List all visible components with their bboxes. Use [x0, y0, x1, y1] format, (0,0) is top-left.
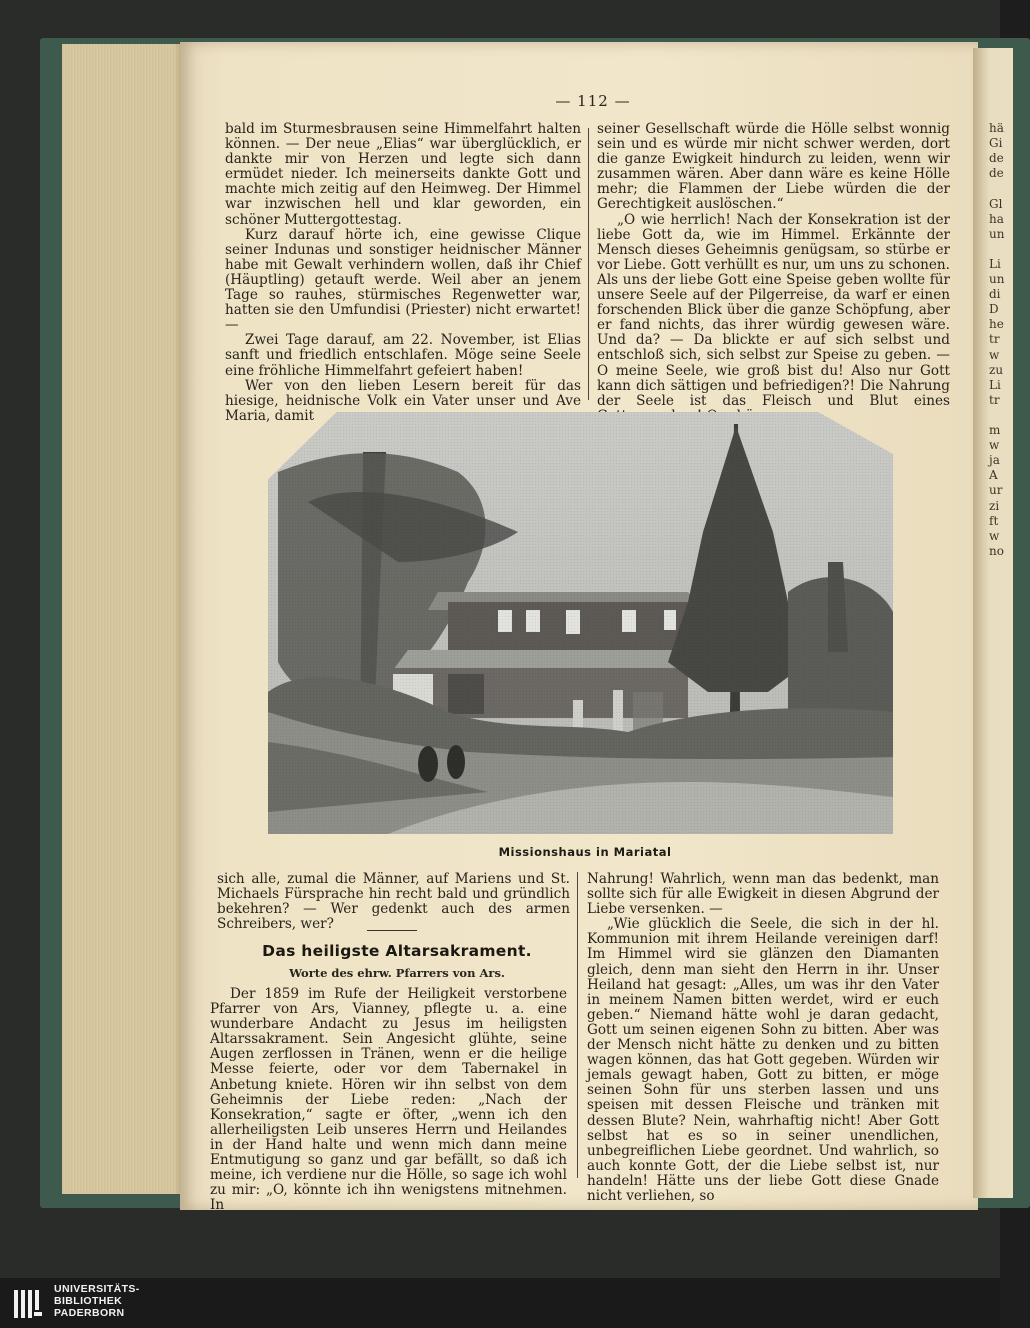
article-subtitle: Worte des ehrw. Pfarrers von Ars.: [289, 966, 505, 980]
paragraph: sich alle, zumal die Männer, auf Mariens und St. Michaels Fürsprache hin recht bald und gründlich bekehren? — Wer gedenkt auch des armen Schreibers, wer?: [217, 871, 570, 933]
next-page-fragment: tr: [989, 392, 1000, 407]
section-rule: [367, 930, 417, 931]
column-divider-top: [588, 128, 589, 400]
paragraph: Nahrung! Wahrlich, wenn man das bedenkt, man sollte sich für alle Ewigkeit in diesen Abgrund der Liebe versenken. —: [587, 871, 939, 918]
paragraph: „Wie glücklich die Seele, die sich in der hl. Kommunion mit ihrem Heilande vereinigen darf! Im Himmel wird sie glänzen den Diamanten gleich, denn man sieht den Herrn in ihr. Unser Heiland hat gesagt: „Alles, um was ihr den Vater in meinem Namen bitten werdet, wird er euch geben.“ Niemand hätte wohl je daran gedacht, Gott um seinen eigenen Sohn zu bitten. Aber was der Mensch nicht hätte zu denken und zu bitten wagen können, das hat Gott gegeben. Würden wir jemals gewagt haben, Gott zu bitten, er möge seinen Sohn für uns sterben lassen und uns speisen mit dessen Fleische und tränken mit dessen Blute? Nein, wahrhaftig nicht! Aber Gott selbst hat es so in seiner unendlichen, unbegreiflichen Liebe geordnet. Und wahrlich, so auch konnte Gott, der die Liebe selbst ist, nur handeln! Hätte uns der liebe Gott diese Gnade nicht verliehen, so: [587, 916, 939, 1204]
next-page-fragment: un: [989, 272, 1005, 286]
next-page-fragment: de: [989, 166, 1004, 181]
paragraph: Kurz darauf hörte ich, eine gewisse Clique seiner Indunas und sonstiger heidnischer Männer habe mit Gewalt verhindern wollen, daß ihr Chief (Häuptling) getauft werde. Weil aber an jenem Tage so rauhes, stürmisches Regenwetter war, hatten sie den Umfundisi (Priester) nicht erwartet! —: [225, 226, 581, 334]
paragraph: „O wie herrlich! Nach der Konsekration ist der liebe Gott da, wie im Himmel. Erkännte der Mensch dieses Geheimnis genügsam, so stürbe er vor Liebe. Gott verhüllt es nur, um uns zu schonen. Als uns der liebe Gott eine Speise geben wollte für unsere Seele auf der Pilgerreise, da warf er einen forschenden Blick über die ganze Schöpfung, aber er fand nichts, das ihrer würdig gewesen wäre. Und da? — Da blickte er auf sich selbst und entschloß sich, sich selbst zur Speise zu geben. — O meine Seele, wie groß bist du! Also nur Gott kann dich sättigen und befriedigen?! Die Nahrung der Seele ist das Fleisch und Blut eines: [597, 211, 950, 409]
library-name-line1: UNIVERSITÄTS-: [54, 1283, 140, 1295]
column-divider-bottom: [577, 872, 578, 1178]
paragraph: Zwei Tage darauf, am 22. November, ist Elias sanft und friedlich entschlafen. Möge seine Seele eine fröhliche Himmelfahrt gefeiert haben!: [225, 332, 581, 379]
paragraph: bald im Sturmesbrausen seine Himmelfahrt halten können. — Der neue „Elias“ war überglücklich, er dankte mir von Herzen und legte sich dann ermüdet nieder. Ich meinerseits dankte Gott und machte mich zeitig auf den Heimweg. Der Himmel war inzwischen hell und klar geworden, ein schöner Muttergottestag.: [225, 121, 581, 228]
library-footer: [0, 1278, 1000, 1328]
next-page-fragment: w: [989, 347, 1000, 362]
next-page-fragment: ha: [989, 211, 1004, 226]
next-page-fragment: no: [989, 543, 1004, 558]
top-left-column: [225, 122, 581, 424]
next-page-fragment: un: [989, 226, 1005, 241]
next-page-fragment: A: [989, 468, 998, 483]
page-number: — 112 —: [555, 92, 631, 110]
top-right-column: [597, 122, 950, 424]
next-page-fragment: di: [989, 287, 1001, 302]
library-name-line2: BIBLIOTHEK: [54, 1295, 123, 1307]
library-name-line3: PADERBORN: [54, 1307, 125, 1319]
next-page-fragment: Li: [989, 256, 1001, 271]
next-page-fragment: m: [989, 423, 1001, 437]
bottom-left-body: [210, 987, 567, 1213]
mission-house-photo: [268, 412, 893, 834]
next-page-fragment: Li: [989, 377, 1001, 392]
next-page-fragment: hä: [989, 121, 1004, 135]
page-edges: [62, 44, 188, 1194]
article-title: Das heiligste Altarsakrament.: [262, 942, 532, 960]
next-page-fragment: w: [989, 438, 1000, 453]
next-page-fragment: ur: [989, 483, 1003, 498]
bottom-right-column: [587, 872, 939, 1204]
next-page-fragment: w: [989, 528, 1000, 543]
paragraph: seiner Gesellschaft würde die Hölle selbst wonnig sein und es würde mir nicht schwer werden, dort die ganze Ewigkeit hindurch zu leiden, wenn wir zusammen wären. Aber dann wäre es keine Hölle mehr; die Flammen der Liebe würden die der Gerechtigkeit auslöschen.“: [597, 121, 950, 213]
next-page-fragment: Gl: [989, 196, 1003, 211]
next-page-fragment: zu: [989, 362, 1004, 377]
next-page-fragment: Gi: [989, 136, 1003, 151]
next-page-fragment: zi: [989, 498, 1000, 513]
next-page-fragment: D: [989, 302, 999, 317]
next-page-fragment: he: [989, 317, 1004, 332]
next-page-fragment: ja: [989, 453, 1000, 468]
paragraph: Wer von den lieben Lesern bereit für das hiesige, heidnische Volk ein Vater unser und Ave Maria, damit: [225, 377, 581, 424]
next-page-fragment: tr: [989, 332, 1000, 347]
paragraph: Der 1859 im Rufe der Heiligkeit verstorbene Pfarrer von Ars, Vianney, pflegte u. a. eine wunderbare Andacht zu Jesus im heiligsten Altarssakrament. Sein Angesicht glühte, seine Augen zerflossen in Tränen, wenn er die heilige Messe feierte, oder vor dem Tabernakel in Anbetung kniete. Hören wir ihn selbst von dem Geheimnis der Liebe reden: „Nach der Konsekration,“ sagte er öfter, „wenn ich den allerheiligsten Leib unseres Herrn und Heilandes in der Hand halte und wenn mich dann meine Entmutigung so ganz und gar befällt, so daß ich meine, ich verdiene nur die Hölle, so sage ich wohl zu mir: „O, könnte ich ihn wenigstens mitnehmen. In: [210, 986, 567, 1214]
next-page-fragment: ft: [989, 513, 999, 528]
bottom-left-intro: [217, 872, 570, 932]
next-page-fragment: de: [989, 151, 1004, 166]
library-logo-icon: [14, 1288, 46, 1320]
photo-caption: Missionshaus in Mariatal: [498, 845, 672, 859]
